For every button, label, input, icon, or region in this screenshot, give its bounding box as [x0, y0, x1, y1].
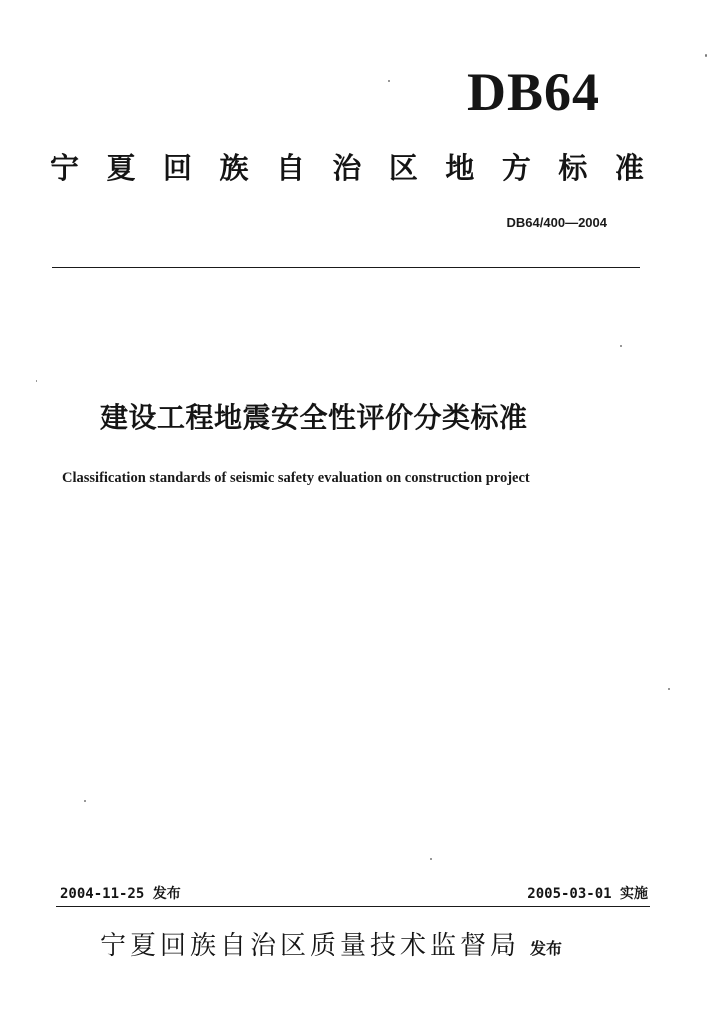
scan-speck — [620, 345, 622, 347]
standard-type-heading — [50, 148, 644, 188]
scan-speck — [705, 54, 707, 57]
publisher-line — [100, 926, 562, 969]
standard-number: DB64/400—2004 — [506, 215, 607, 230]
scan-speck — [84, 800, 86, 802]
standard-type-char: 标 — [558, 151, 588, 185]
scan-speck — [668, 688, 670, 690]
standard-type-char: 地 — [445, 151, 475, 185]
issue-date: 2004-11-25 发布 — [60, 886, 181, 902]
standard-type-char: 宁 — [50, 151, 80, 185]
scan-speck — [430, 858, 432, 860]
standard-type-char: 夏 — [106, 151, 136, 185]
title-english: Classification standards of seismic safety evaluation on construction project — [62, 470, 530, 486]
standard-type-char: 方 — [501, 151, 531, 185]
standard-type-char: 自 — [275, 151, 305, 185]
scan-speck — [388, 80, 390, 82]
scan-speck — [36, 380, 37, 382]
standard-type-char: 族 — [219, 151, 249, 185]
header-divider — [52, 267, 640, 268]
standard-type-char: 回 — [162, 151, 192, 185]
implementation-date: 2005-03-01 实施 — [527, 886, 648, 902]
publisher-name: 宁夏回族自治区质量技术监督局 — [100, 931, 521, 961]
footer-divider — [56, 906, 650, 907]
standard-type-char: 区 — [388, 151, 418, 185]
publisher-action: 发布 — [530, 939, 563, 958]
standard-code-large: DB64 — [466, 62, 600, 122]
standard-type-char: 治 — [332, 151, 362, 185]
standard-type-char: 准 — [614, 151, 644, 185]
title-chinese: 建设工程地震安全性评价分类标准 — [100, 401, 528, 434]
